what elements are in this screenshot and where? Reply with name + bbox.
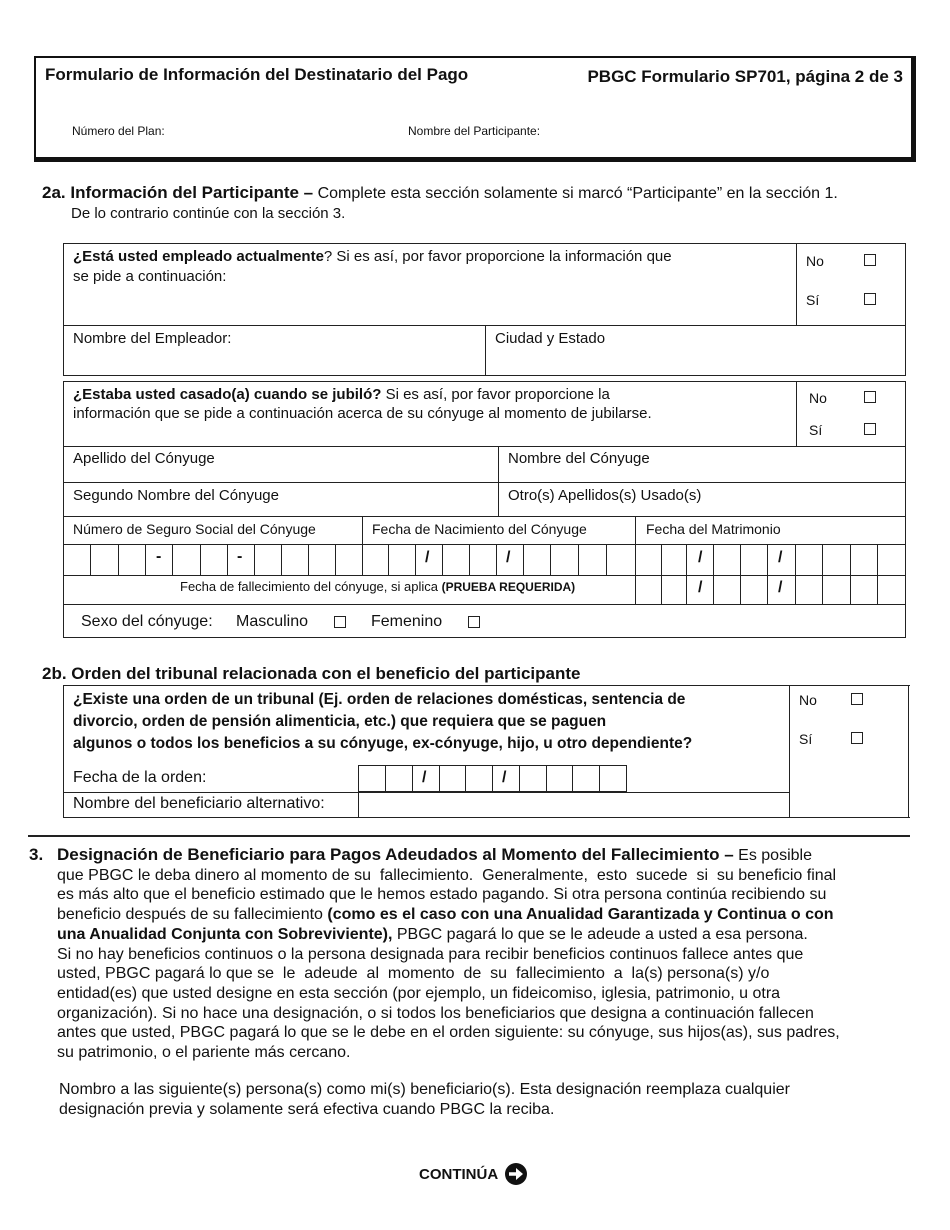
employed-question-bold: ¿Está usted empleado actualmente: [73, 248, 324, 265]
married-no-checkbox[interactable]: [864, 391, 876, 403]
marriage-date-boxes[interactable]: [635, 544, 907, 575]
alt-payee-input[interactable]: [358, 792, 789, 818]
section-2a-title: 2a. Información del Participante –: [42, 183, 314, 202]
section-3-text: organización). Si no hace una designación, o si todos los beneficiarios que designa a continuación fallecen: [57, 1004, 814, 1022]
married-yes-label: Sí: [809, 422, 823, 438]
plan-number-label: Número del Plan:: [72, 124, 165, 138]
section-3-line: [57, 1004, 909, 1024]
section-3-text: Es posible: [733, 847, 812, 864]
order-date-slash: /: [422, 769, 427, 786]
order-date-label: Fecha de la orden:: [73, 769, 207, 786]
section-2b-heading: 2b. Orden del tribunal relacionada con el beneficio del participante: [42, 664, 581, 683]
court-order-no-checkbox[interactable]: [851, 693, 863, 705]
spouse-dob-boxes[interactable]: [362, 544, 635, 575]
nomination-line1: Nombro a las siguiente(s) persona(s) como mi(s) beneficiario(s). Esta designación reemplaza cualquier: [59, 1081, 790, 1098]
section-3-bold-text: (como es el caso con una Anualidad Garantizada y Continua o con: [327, 906, 834, 924]
section-3-text: entidad(es) que usted designe en esta sección (por ejemplo, un fideicomiso, iglesia, patrimonio, u otra: [57, 984, 781, 1002]
court-order-yes-label: Sí: [799, 731, 813, 747]
section-3-line: [57, 945, 909, 965]
spouse-ssn-label: Número de Seguro Social del Cónyuge: [73, 521, 316, 537]
death-date-text: Fecha de fallecimiento del cónyuge, si aplica: [180, 579, 442, 594]
spouse-dob-label: Fecha de Nacimiento del Cónyuge: [372, 521, 587, 537]
spouse-last-name-label: Apellido del Cónyuge: [73, 450, 215, 467]
participant-name-label: Nombre del Participante:: [408, 124, 541, 138]
employed-block: [63, 243, 906, 376]
married-yes-checkbox[interactable]: [864, 423, 876, 435]
employer-name-label: Nombre del Empleador:: [73, 330, 232, 347]
other-last-names-label: Otro(s) Apellidos(s) Usado(s): [508, 487, 702, 504]
section-3-text: PBGC pagará lo que se le adeude a usted a esa persona.: [392, 925, 808, 943]
female-label: Femenino: [371, 613, 443, 630]
court-order-block: [63, 685, 910, 818]
nomination-line2: designación previa y solamente será efectiva cuando PBGC la reciba.: [59, 1101, 555, 1118]
section-3-line: [57, 1043, 909, 1063]
married-question-text: Si es así, por favor proporcione la: [381, 386, 610, 403]
death-slash: /: [698, 579, 703, 596]
proof-required-note: (PRUEBA REQUERIDA): [441, 580, 576, 594]
continue-indicator: [419, 1162, 528, 1186]
marriage-slash: /: [698, 549, 703, 566]
form-id: PBGC Formulario SP701, página 2 de 3: [587, 67, 903, 86]
employed-yes-checkbox[interactable]: [864, 293, 876, 305]
section-3-line: [57, 925, 909, 945]
married-question-line2: información que se pide a continuación acerca de su cónyuge al momento de jubilarse.: [73, 405, 652, 422]
order-date-slash: /: [502, 769, 507, 786]
section-3-line: [57, 866, 909, 886]
court-order-question-l3: algunos o todos los beneficios a su cónyuge, ex-cónyuge, hijo, u otro dependiente?: [73, 735, 693, 752]
married-question: [73, 385, 798, 423]
section-3-text: beneficio después de su fallecimiento: [57, 906, 328, 924]
employed-question-text: ? Si es así, por favor proporcione la información que: [323, 248, 672, 265]
section-3-bold-text: Designación de Beneficiario para Pagos Adeudados al Momento del Fallecimiento –: [57, 845, 734, 864]
male-label: Masculino: [236, 613, 309, 630]
arrow-right-circle-icon: [504, 1162, 528, 1186]
employed-question-line2: se pide a continuación:: [73, 268, 227, 285]
court-order-question: [73, 689, 692, 755]
order-date-boxes[interactable]: [358, 765, 627, 792]
section-3-line: [57, 905, 909, 925]
city-state-label: Ciudad y Estado: [495, 330, 606, 347]
death-date-label: [180, 579, 575, 594]
spouse-ssn-boxes[interactable]: [64, 544, 362, 575]
section-2a-instructions: Complete esta sección solamente si marcó “Participante” en la sección 1.: [313, 185, 838, 202]
marriage-date-label: Fecha del Matrimonio: [646, 521, 781, 537]
continue-label: CONTINÚA: [419, 1165, 499, 1183]
spouse-first-name-label: Nombre del Cónyuge: [508, 450, 650, 467]
section-3-line: [57, 1023, 909, 1043]
married-no-label: No: [809, 390, 827, 406]
female-checkbox[interactable]: [468, 616, 480, 628]
death-date-boxes[interactable]: [635, 575, 907, 604]
employed-yes-label: Sí: [806, 292, 820, 308]
section-2a-instructions-line2: De lo contrario continúe con la sección 3.: [71, 205, 346, 222]
spouse-middle-name-label: Segundo Nombre del Cónyuge: [73, 487, 279, 504]
section-3-text: Si no hay beneficios continuos o la persona designada para recibir beneficios continuos fallece antes que: [57, 945, 804, 963]
section-2a-heading: [42, 183, 838, 203]
section-3-bold-text: una Anualidad Conjunta con Sobreviviente),: [57, 925, 393, 943]
dob-slash: /: [506, 549, 511, 566]
court-order-question-l1: ¿Existe una orden de un tribunal (Ej. orden de relaciones domésticas, sentencia de: [73, 691, 686, 708]
ssn-dash: -: [237, 548, 243, 565]
section-3-text: su patrimonio, o el pariente más cercano.: [57, 1044, 351, 1062]
section-3-line: [57, 885, 909, 905]
court-order-question-l2: divorcio, orden de pensión alimenticia, etc.) que requiera que se paguen: [73, 713, 607, 730]
section-3-text: que PBGC le deba dinero al momento de su fallecimiento. Generalmente, esto sucede si su beneficio final: [57, 866, 837, 884]
married-block: [63, 381, 906, 638]
form-header: [34, 56, 916, 162]
court-order-no-label: No: [799, 692, 817, 708]
section-3-text: antes que usted, PBGC pagará lo que se le debe en el orden siguiente: su cónyuge, sus hijos(as), sus padres,: [57, 1024, 840, 1042]
marriage-slash: /: [778, 549, 783, 566]
beneficiary-nomination: [59, 1080, 790, 1120]
section-3-text: usted, PBGC pagará lo que se le adeude al momento de su fallecimiento a la(s) persona(s) y/o: [57, 965, 770, 983]
court-order-yes-checkbox[interactable]: [851, 732, 863, 744]
section-3-line: [57, 845, 909, 866]
employed-no-label: No: [806, 253, 824, 269]
section-3-line: [57, 984, 909, 1004]
male-checkbox[interactable]: [334, 616, 346, 628]
form-title: Formulario de Información del Destinatario del Pago: [45, 65, 469, 84]
alt-payee-label: Nombre del beneficiario alternativo:: [73, 795, 325, 812]
married-question-bold: ¿Estaba usted casado(a) cuando se jubiló?: [73, 386, 382, 403]
section-3-text: es más alto que el beneficio estimado que le hemos estado pagando. Si otra persona continúa recibiendo su: [57, 886, 827, 904]
death-slash: /: [778, 579, 783, 596]
section-3-number: 3.: [29, 845, 44, 864]
spouse-sex-label: Sexo del cónyuge:: [81, 613, 213, 630]
dob-slash: /: [425, 549, 430, 566]
ssn-dash: -: [156, 548, 162, 565]
section-3-line: [57, 964, 909, 984]
section-3-body: [57, 845, 909, 1063]
employed-question: [73, 247, 793, 287]
employed-no-checkbox[interactable]: [864, 254, 876, 266]
